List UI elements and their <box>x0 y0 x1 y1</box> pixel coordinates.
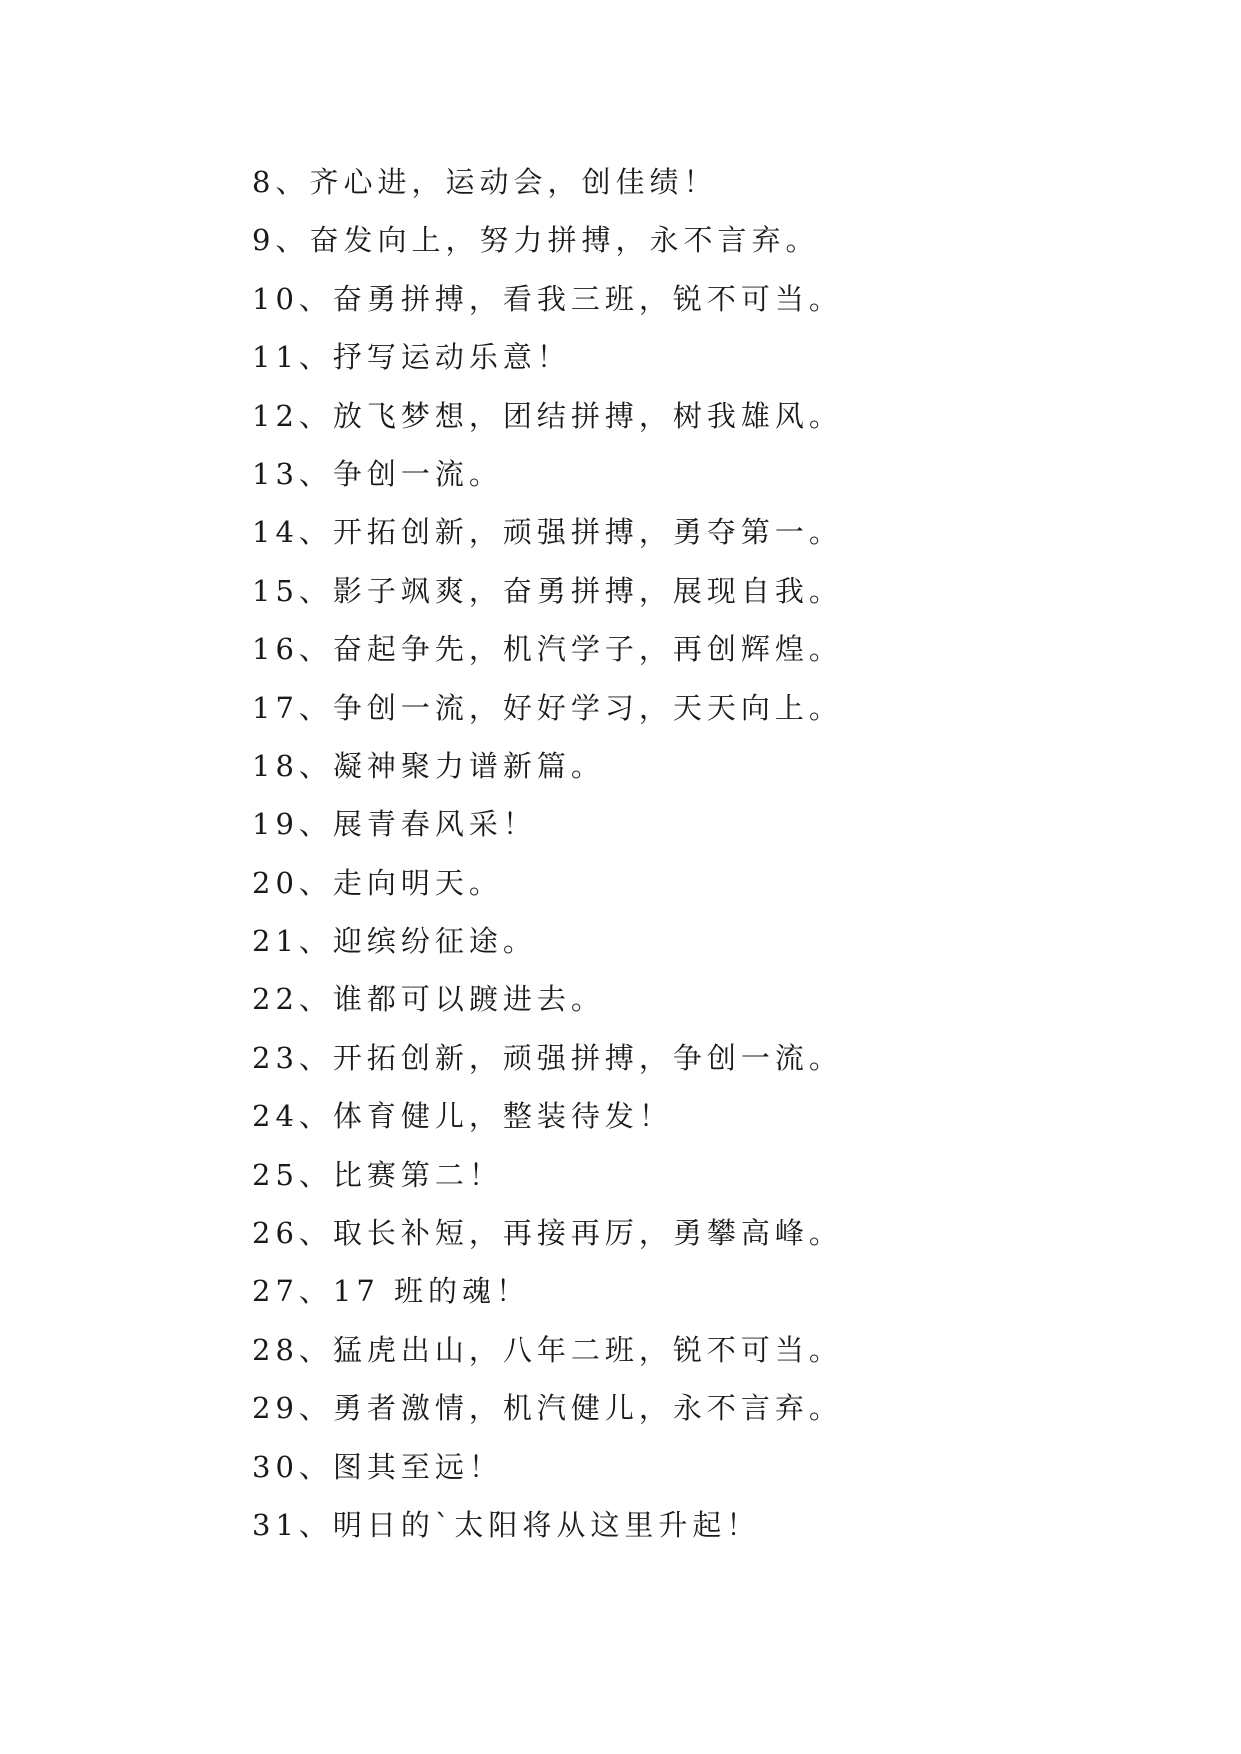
list-item: 14、开拓创新，顽强拼搏，勇夺第一。 <box>252 515 843 550</box>
list-item: 31、明日的`太阳将从这里升起！ <box>252 1507 761 1542</box>
list-item: 29、勇者激情，机汽健儿，永不言弃。 <box>252 1391 843 1426</box>
list-item: 25、比赛第二！ <box>252 1157 503 1192</box>
list-item: 12、放飞梦想，团结拼搏，树我雄风。 <box>252 398 843 433</box>
list-item: 23、开拓创新，顽强拼搏，争创一流。 <box>252 1040 843 1075</box>
list-item: 24、体育健儿，整装待发！ <box>252 1099 673 1134</box>
list-item: 21、迎缤纷征途。 <box>252 924 537 959</box>
list-item: 27、17 班的魂！ <box>252 1274 531 1309</box>
list-item: 28、猛虎出山，八年二班，锐不可当。 <box>252 1332 843 1367</box>
list-item: 16、奋起争先，机汽学子，再创辉煌。 <box>252 632 843 667</box>
list-item: 18、凝神聚力谱新篇。 <box>252 748 605 783</box>
list-item: 22、谁都可以踱进去。 <box>252 982 605 1017</box>
list-item: 30、图其至远！ <box>252 1449 503 1484</box>
list-item: 26、取长补短，再接再厉，勇攀高峰。 <box>252 1216 843 1251</box>
slogan-list <box>252 158 843 1559</box>
list-item: 20、走向明天。 <box>252 865 503 900</box>
list-item: 10、奋勇拼搏，看我三班，锐不可当。 <box>252 281 843 316</box>
list-item: 9、奋发向上，努力拼搏，永不言弃。 <box>252 223 820 258</box>
list-item: 19、展青春风采！ <box>252 807 537 842</box>
list-item: 11、抒写运动乐意！ <box>252 340 571 375</box>
list-item: 8、齐心进，运动会，创佳绩！ <box>252 165 718 199</box>
list-item: 17、争创一流，好好学习，天天向上。 <box>252 690 843 725</box>
list-item: 13、争创一流。 <box>252 456 503 491</box>
list-item: 15、影子飒爽，奋勇拼搏，展现自我。 <box>252 573 843 608</box>
